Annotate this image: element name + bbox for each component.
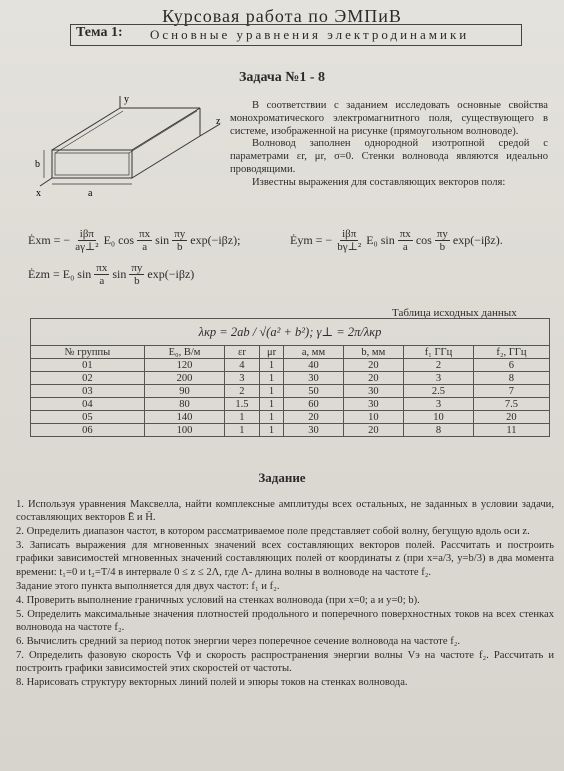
table-cell: 04 <box>31 398 145 411</box>
assignment-list <box>16 498 554 690</box>
table-cell: 200 <box>144 372 224 385</box>
table-row <box>31 398 550 411</box>
formula-term: exp(−iβz). <box>452 233 503 247</box>
table-cell: 1 <box>259 359 284 372</box>
formula-term: cos <box>415 233 432 247</box>
table-cell: 1 <box>259 398 284 411</box>
table-row <box>31 372 550 385</box>
table-cell: 20 <box>284 411 343 424</box>
table-row <box>31 359 550 372</box>
assignment-item: 5. Определить максимальные значения плотностей продольного и поперечного поверхностных токов на всех стенках волновода на частоте f₂. <box>16 608 554 633</box>
table-cell: 1 <box>259 385 284 398</box>
formula-term: exp(−iβz); <box>190 233 241 247</box>
column-header: a, мм <box>284 346 343 359</box>
formula-fraction: $\frac{\pi y}{b}$ <box>131 262 143 287</box>
formula-fraction: $\frac{\pi x}{a}$ <box>139 228 151 253</box>
assignment-heading: Задание <box>258 470 306 485</box>
x-axis-label: x <box>36 188 41 199</box>
waveguide-figure <box>34 92 230 202</box>
table-cell: 10 <box>343 411 404 424</box>
formula-term: Ėym = − <box>290 233 333 247</box>
formula-term: Ėzm = E₀ sin <box>28 267 92 281</box>
assignment-item: 7. Определить фазовую скорость Vф и скорость распространения энергии волны Vэ на частоте f₂. Рассчитать и построить графики зависимостей этих скоростей от частоты. <box>16 649 554 675</box>
table-cell: 20 <box>343 424 404 437</box>
table-cell: 06 <box>31 424 145 437</box>
column-header: № группы <box>31 346 145 359</box>
table-header-row <box>31 346 550 359</box>
column-header: E₀, В/м <box>144 346 224 359</box>
task-description <box>230 100 548 190</box>
table-cell: 1.5 <box>225 398 260 411</box>
formula-term: E₀ cos <box>103 233 135 247</box>
table-cell: 3 <box>225 372 260 385</box>
column-header: f₂, ГГц <box>473 346 549 359</box>
assignment-item: 3. Записать выражения для мгновенных значений всех составляющих векторов полей. Рассчитать и построить графики зависимостей мгновенных значений составляющих полей от координаты z (при x=a/3, y=b/3) в два момента времени: t₁=0 и t₂=T/4 в интервале 0 ≤ z ≤ 2Λ, где Λ- длина волны в волноводе на частоте f₂. <box>16 540 554 578</box>
table-row <box>31 385 550 398</box>
source-data-table <box>30 318 550 437</box>
assignment-item: Задание этого пункта выполняется для двух частот: f₁ и f₂. <box>16 580 280 592</box>
table-cell: 2 <box>404 359 474 372</box>
column-header: εr <box>225 346 260 359</box>
formula-eym <box>290 228 503 253</box>
formula-term: E₀ sin <box>366 233 395 247</box>
table-cell: 30 <box>284 372 343 385</box>
table-cell: 2 <box>225 385 260 398</box>
table-caption: Таблица исходных данных <box>392 307 517 319</box>
intro-paragraph: Волновод заполнен однородной изотропной средой с параметрами εr, μr, σ=0. Стенки волновода являются идеально проводящими. <box>230 138 548 175</box>
assignment-item: 1. Используя уравнения Максвелла, найти комплексные амплитуды всех остальных, не заданных в условии задачи, составляющих векторов Ē и H̄. <box>16 499 554 524</box>
assignment-item: 2. Определить диапазон частот, в котором рассматриваемое поле представляет собой волну, бегущую вдоль оси z. <box>16 526 530 538</box>
table-cell: 03 <box>31 385 145 398</box>
table-cell: 40 <box>284 359 343 372</box>
table-cell: 1 <box>259 372 284 385</box>
assignment-item: 8. Нарисовать структуру векторных линий полей и эпюры токов на стенках волновода. <box>16 677 408 689</box>
formula-fraction: $\frac{\text{iβπ}}{\text{bγ⊥²}}$ <box>337 228 362 253</box>
table-cell: 1 <box>259 411 284 424</box>
topic-title: Основные уравнения электродинамики <box>150 27 470 42</box>
table-cell: 90 <box>144 385 224 398</box>
formula-fraction: $\frac{\pi x}{a}$ <box>399 228 411 253</box>
column-header: μr <box>259 346 284 359</box>
formula-fraction: $\frac{\pi x}{a}$ <box>96 262 108 287</box>
table-cell: 20 <box>473 411 549 424</box>
table-cell: 30 <box>343 398 404 411</box>
table-cell: 80 <box>144 398 224 411</box>
assignment-item: 4. Проверить выполнение граничных условий на стенках волновода (при x=0; a и y=0; b). <box>16 594 420 606</box>
table-cell: 1 <box>259 424 284 437</box>
table-cell: 30 <box>284 424 343 437</box>
table-cell: 60 <box>284 398 343 411</box>
formula-fraction: $\frac{\pi y}{b}$ <box>174 228 186 253</box>
table-cell: 10 <box>404 411 474 424</box>
table-cell: 120 <box>144 359 224 372</box>
intro-paragraph: В соответствии с заданием исследовать основные свойства монохроматического электромагнитного поля, существующего в системе, изображенной на рисунке (прямоугольном волноводе). <box>230 100 548 137</box>
table-cell: 6 <box>473 359 549 372</box>
table-cell: 1 <box>225 411 260 424</box>
table-cell: 8 <box>404 424 474 437</box>
table-cell: 20 <box>343 359 404 372</box>
z-axis-label: z <box>216 116 221 127</box>
table-cell: 7 <box>473 385 549 398</box>
dimension-a-label: a <box>88 188 93 199</box>
table-cell: 01 <box>31 359 145 372</box>
column-header: f₁ ГГц <box>404 346 474 359</box>
formula-term: exp(−iβz) <box>147 267 195 281</box>
formula-ezm <box>28 262 194 287</box>
table-cell: 11 <box>473 424 549 437</box>
formula-term: sin <box>155 233 170 247</box>
table-cell: 02 <box>31 372 145 385</box>
table-cell: 7.5 <box>473 398 549 411</box>
table-cell: 05 <box>31 411 145 424</box>
dimension-b-label: b <box>35 159 40 170</box>
formula-exm <box>28 228 240 253</box>
table-cell: 3 <box>404 398 474 411</box>
table-cell: 100 <box>144 424 224 437</box>
table-cell: 8 <box>473 372 549 385</box>
y-axis-label: y <box>124 94 129 105</box>
formula-fraction: $\frac{\pi y}{b}$ <box>436 228 448 253</box>
table-cell: 50 <box>284 385 343 398</box>
table-formula-cell: λкр = 2ab / √(a² + b²); γ⊥ = 2π/λкр <box>31 319 550 346</box>
table-cell: 1 <box>225 424 260 437</box>
waveguide-inner-face <box>55 153 129 175</box>
table-cell: 4 <box>225 359 260 372</box>
table-cell: 30 <box>343 385 404 398</box>
table-row <box>31 411 550 424</box>
data-table-wrapper <box>30 318 550 437</box>
waveguide-front-face <box>52 150 132 178</box>
intro-paragraph: Известны выражения для составляющих векторов поля: <box>252 176 506 188</box>
assignment-item: 6. Вычислить средний за период поток энергии через поперечное сечение волновода на частоте f₂. <box>16 635 461 647</box>
column-header: b, мм <box>343 346 404 359</box>
formula-term: sin <box>112 267 127 281</box>
table-cell: 140 <box>144 411 224 424</box>
table-row <box>31 424 550 437</box>
formula-fraction: $\frac{\text{iβπ}}{\text{aγ⊥²}}$ <box>75 228 99 253</box>
formula-term: Ėxm = − <box>28 233 71 247</box>
table-cell: 3 <box>404 372 474 385</box>
x-axis-line <box>40 178 52 186</box>
task-heading: Задача №1 - 8 <box>238 70 326 85</box>
table-cell: 2.5 <box>404 385 474 398</box>
topic-label: Тема 1: <box>76 25 123 40</box>
table-cell: 20 <box>343 372 404 385</box>
document-title: Курсовая работа по ЭМПиВ <box>162 6 402 26</box>
table-formula-row <box>31 319 550 346</box>
